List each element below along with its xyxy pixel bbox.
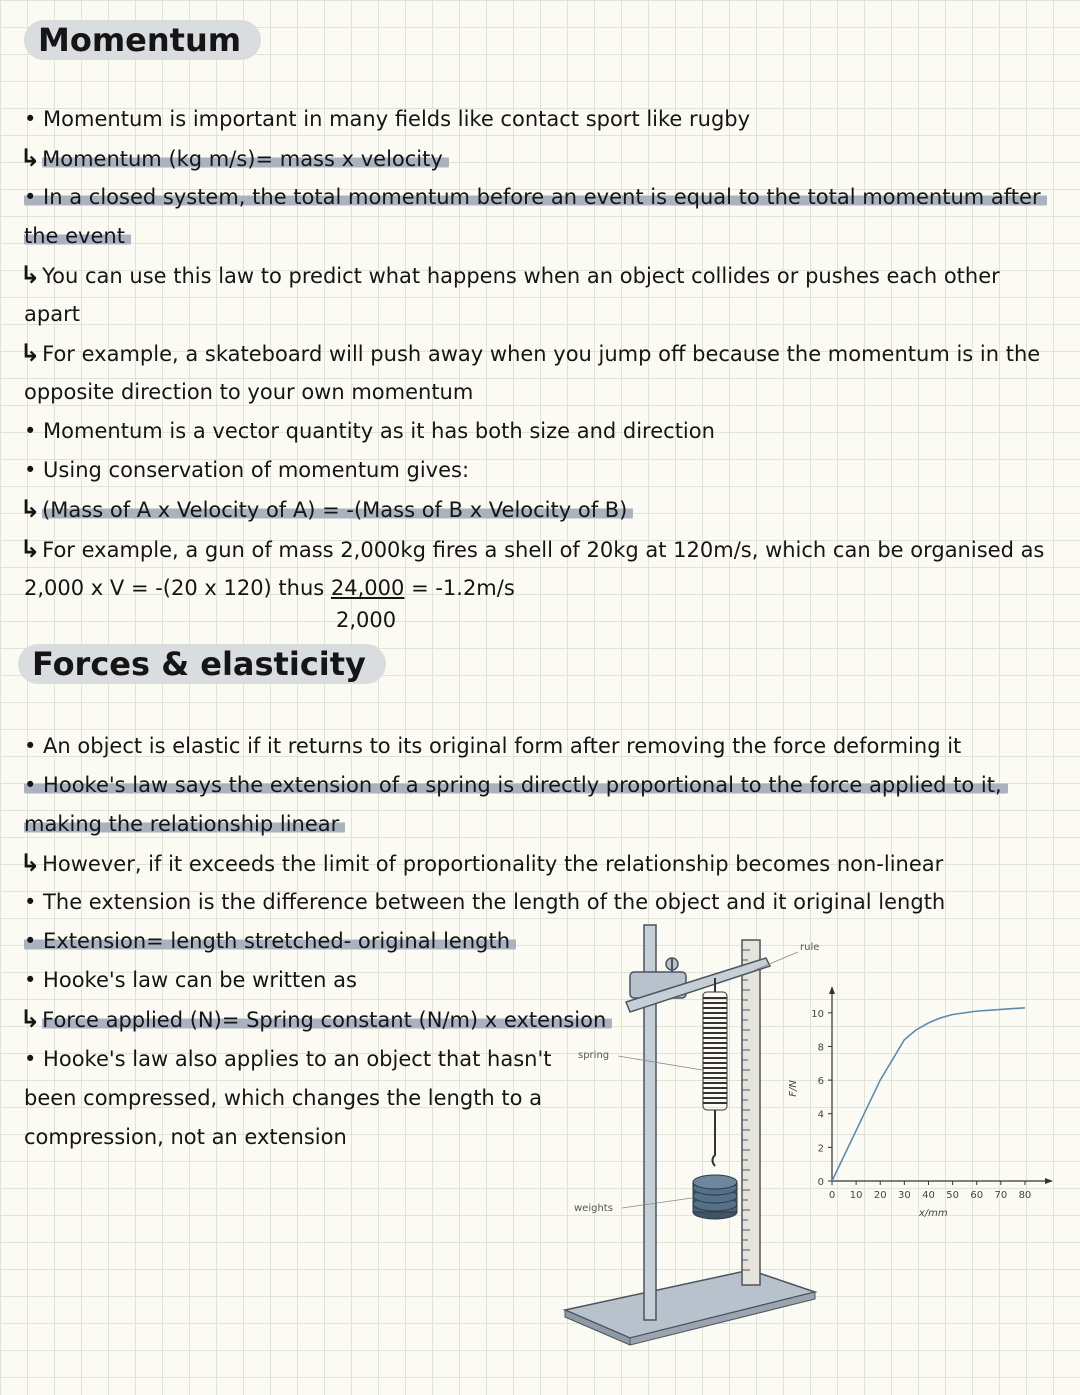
momentum-line-3: • In a closed system, the total momentum before an event is equal to the total momentum after	[24, 178, 1047, 217]
forces-line-10: been compressed, which changes the length to a	[24, 1086, 543, 1110]
fraction-denominator: 2,000	[336, 608, 397, 632]
momentum-line-6: apart	[24, 302, 80, 326]
arrow-icon: ↳	[20, 144, 41, 172]
y-tick-label: 10	[811, 1008, 824, 1020]
momentum-line-8: opposite direction to your own momentum	[24, 380, 474, 404]
x-tick-label: 50	[946, 1190, 959, 1201]
momentum-heading: Momentum	[24, 20, 261, 60]
momentum-line-1: • Momentum is important in many fields like contact sport like rugby	[24, 107, 751, 131]
y-tick-label: 6	[817, 1076, 824, 1088]
forces-line-7: • Hooke's law can be written as	[24, 968, 357, 992]
x-tick-label: 70	[994, 1190, 1008, 1201]
label-rule: rule	[800, 942, 820, 953]
y-axis-arrow	[829, 986, 835, 994]
x-tick-label: 0	[828, 1190, 836, 1201]
momentum-line-7: ↳For example, a skateboard will push away when you jump off because the momentum is in the	[20, 339, 1041, 367]
y-axis-label: F/N	[788, 1080, 799, 1097]
arrow-icon: ↳	[20, 535, 41, 563]
x-tick-label: 10	[849, 1190, 863, 1201]
arrow-icon: ↳	[20, 1005, 41, 1033]
forces-line-1: • An object is elastic if it returns to its original form after removing the force deforming it	[24, 734, 962, 758]
label-weights: weights	[574, 1203, 613, 1214]
momentum-line-5: ↳You can use this law to predict what happens when an object collides or pushes each other	[20, 261, 1000, 289]
forces-line-8: ↳Force applied (N)= Spring constant (N/m) x extension	[20, 1000, 612, 1040]
arrow-icon: ↳	[20, 495, 41, 523]
arrow-icon: ↳	[20, 849, 41, 877]
x-axis-arrow	[1045, 1178, 1053, 1184]
momentum-line-10: • Using conservation of momentum gives:	[24, 458, 470, 482]
x-tick-label: 80	[1018, 1190, 1032, 1201]
forces-line-4: ↳However, if it exceeds the limit of proportionality the relationship becomes non-linear	[20, 849, 944, 877]
momentum-line-2: ↳Momentum (kg m/s)= mass x velocity	[20, 139, 449, 179]
y-tick-label: 4	[817, 1109, 824, 1121]
label-spring: spring	[578, 1050, 610, 1061]
momentum-equation: 2,000 x V = -(20 x 120) thus 24,000 = -1.2m/s	[24, 576, 515, 600]
fraction-numerator: 24,000	[330, 576, 405, 600]
forces-line-6: • Extension= length stretched- original length	[24, 922, 516, 961]
x-axis-label: x/mm	[918, 1208, 948, 1219]
x-tick-label: 60	[970, 1190, 984, 1201]
forces-heading: Forces & elasticity	[18, 644, 386, 684]
y-tick-label: 8	[817, 1042, 824, 1054]
x-tick-label: 40	[922, 1190, 935, 1201]
forces-line-2: • Hooke's law says the extension of a spring is directly proportional to the force applied to it,	[24, 766, 1008, 805]
y-tick-label: 2	[817, 1143, 824, 1155]
momentum-line-9: • Momentum is a vector quantity as it has both size and direction	[24, 419, 715, 443]
forces-line-11: compression, not an extension	[24, 1125, 347, 1149]
arrow-icon: ↳	[20, 261, 41, 289]
x-tick-label: 20	[873, 1190, 887, 1201]
forces-line-9: • Hooke's law also applies to an object that hasn't	[24, 1047, 552, 1071]
forces-line-5: • The extension is the difference between the length of the object and it original length	[24, 890, 946, 914]
y-tick-label: 0	[817, 1177, 824, 1188]
forces-line-3: making the relationship linear	[24, 805, 345, 844]
arrow-icon: ↳	[20, 339, 41, 367]
x-tick-label: 30	[897, 1190, 911, 1201]
series-line-force-extension	[832, 1008, 1025, 1181]
force-extension-graph	[780, 985, 1060, 1235]
momentum-line-12: ↳For example, a gun of mass 2,000kg fires a shell of 20kg at 120m/s, which can be organised as	[20, 535, 1045, 563]
ruler	[742, 940, 760, 1285]
weights	[693, 1175, 737, 1219]
momentum-line-11: ↳(Mass of A x Velocity of A) = -(Mass of B x Velocity of B)	[20, 490, 633, 530]
momentum-line-4: the event	[24, 217, 131, 256]
